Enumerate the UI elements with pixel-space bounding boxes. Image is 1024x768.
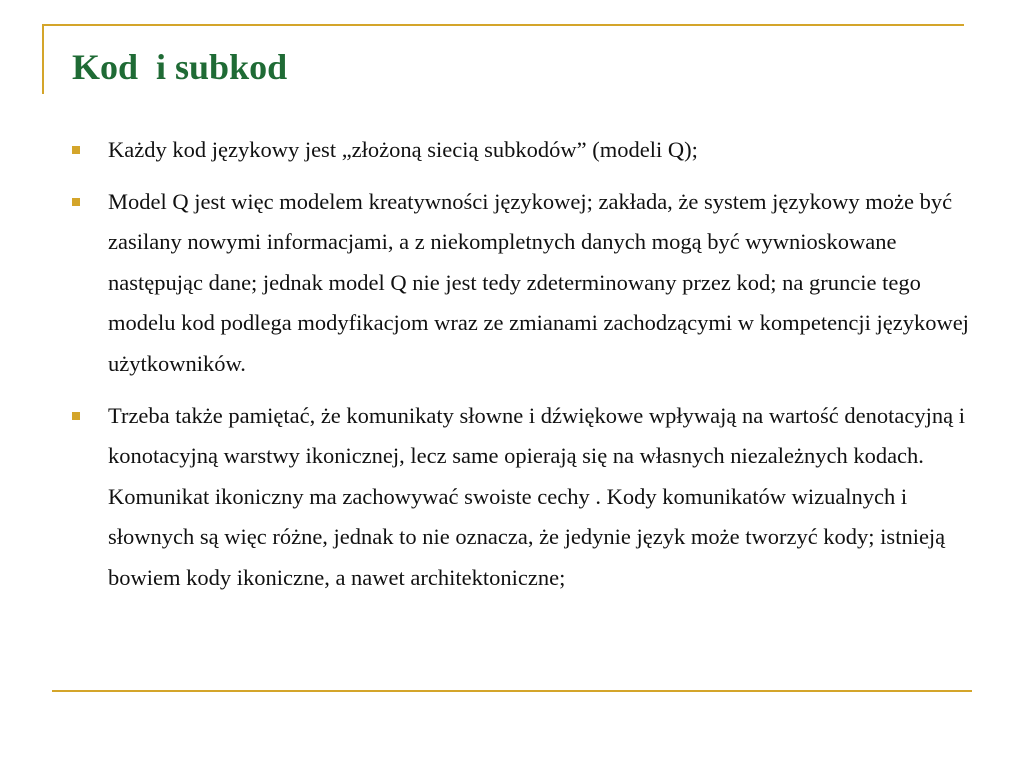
square-bullet-icon [72,412,80,420]
square-bullet-icon [72,146,80,154]
bullet-item [70,130,982,171]
left-accent-bar [42,24,44,94]
top-divider [42,24,964,26]
bullet-item [70,182,982,385]
bottom-divider [52,690,972,692]
slide-title: Kod i subkod [72,47,288,87]
bullet-text: Trzeba także pamiętać, że komunikaty słowne i dźwiękowe wpływają na wartość denotacyjną i konotacyjną warstwy ikonicznej, lecz same opierają się na własnych niezależnych kodach. Komunikat ikoniczny ma zachowywać swoiste cechy . Kody komunikatów wizualnych i słownych są więc różne, jednak to nie oznacza, że jedynie język może tworzyć kody; istnieją bowiem kody ikoniczne, a nawet architektoniczne; [108,402,965,590]
bullet-list [70,130,982,610]
bullet-text: Każdy kod językowy jest „złożoną siecią subkodów” (modeli Q); [108,137,698,162]
bullet-text: Model Q jest więc modelem kreatywności językowej; zakłada, że system językowy może być zasilany nowymi informacjami, a z niekompletnych danych mogą być wywnioskowane następując dane; jednak model Q nie jest tedy zdeterminowany przez kod; na gruncie tego modelu kod podlega modyfikacjom wraz ze zmianami zachodzącymi w kompetencji językowej użytkowników. [108,188,969,376]
bullet-item [70,396,982,599]
square-bullet-icon [72,198,80,206]
